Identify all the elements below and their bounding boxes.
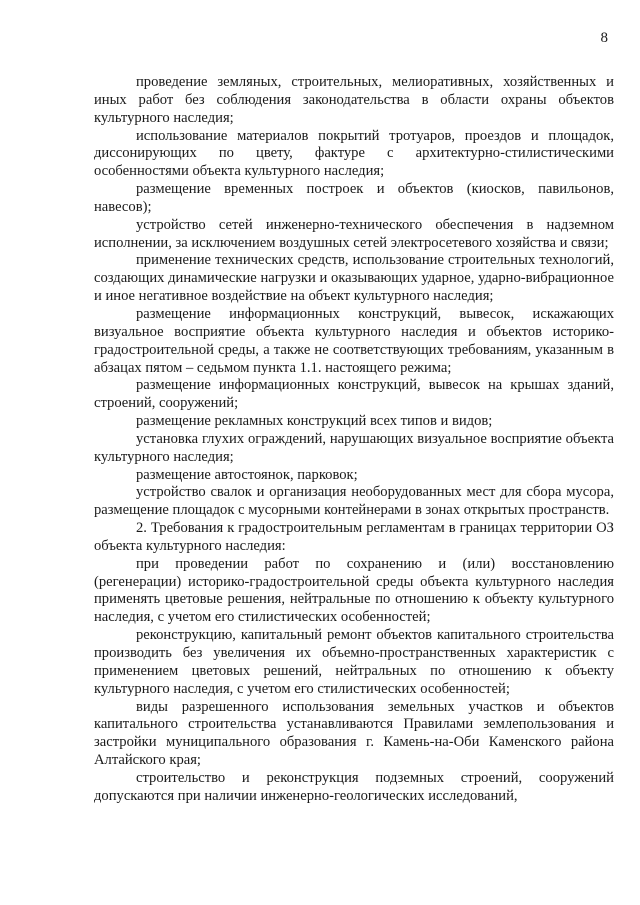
- document-body: [94, 74, 614, 806]
- paragraph: установка глухих ограждений, нарушающих визуальное восприятие объекта культурного наследия;: [94, 430, 614, 465]
- paragraph: размещение информационных конструкций, вывесок, искажающих визуальное восприятие объекта культурного наследия и объектов историко-градостроительной среды, а также не соответствующих требованиям, указанным в абзацах пятом – седьмом пункта 1.1. настоящего режима;: [94, 305, 614, 376]
- paragraph: реконструкцию, капитальный ремонт объектов капитального строительства производить без увеличения их объемно-пространственных характеристик с применением цветовых решений, нейтральных по отношению к объекту культурного наследия, с учетом его стилистических особенностей;: [94, 627, 614, 697]
- paragraph: размещение информационных конструкций, вывесок на крышах зданий, строений, сооружений;: [94, 377, 614, 412]
- paragraph: виды разрешенного использования земельных участков и объектов капитального строительства устанавливаются Правилами землепользования и застройки муниципального образования г. Камень-на-Оби Каменского района Алтайского края;: [94, 698, 614, 769]
- paragraph: размещение временных построек и объектов (киосков, павильонов, навесов);: [94, 181, 614, 215]
- paragraph: размещение рекламных конструкций всех типов и видов;: [136, 413, 493, 430]
- paragraph: устройство свалок и организация необорудованных мест для сбора мусора, размещение площадок с мусорными контейнерами в зонах открытых пространств.: [94, 484, 614, 519]
- page-number: 8: [600, 30, 608, 46]
- paragraph: устройство сетей инженерно-технического обеспечения в надземном исполнении, за исключением воздушных сетей электросетевого хозяйства и связи;: [94, 216, 614, 251]
- section-heading-paragraph: 2. Требования к градостроительным регламентам в границах территории ОЗ объекта культурного наследия:: [94, 520, 614, 554]
- paragraph: проведение земляных, строительных, мелиоративных, хозяйственных и иных работ без соблюдения законодательства в области охраны объектов культурного наследия;: [94, 74, 614, 126]
- paragraph: использование материалов покрытий тротуаров, проездов и площадок, диссонирующих по цвету, фактуре с архитектурно-стилистическими особенностями объекта культурного наследия;: [94, 127, 614, 180]
- paragraph: применение технических средств, использование строительных технологий, создающих динамические нагрузки и оказывающих ударное, ударно-вибрационное и иное негативное воздействие на объект культурного наследия;: [94, 252, 614, 305]
- paragraph: размещение автостоянок, парковок;: [136, 466, 358, 483]
- paragraph: при проведении работ по сохранению и (или) восстановлению (регенерации) историко-градостроительной среды объекта культурного наследия применять цветовые решения, нейтральные по отношению к объекту культурного наследия, с учетом его стилистических особенностей;: [94, 555, 614, 626]
- paragraph: строительство и реконструкция подземных строений, сооружений допускаются при наличии инженерно-геологических исследований,: [94, 769, 614, 804]
